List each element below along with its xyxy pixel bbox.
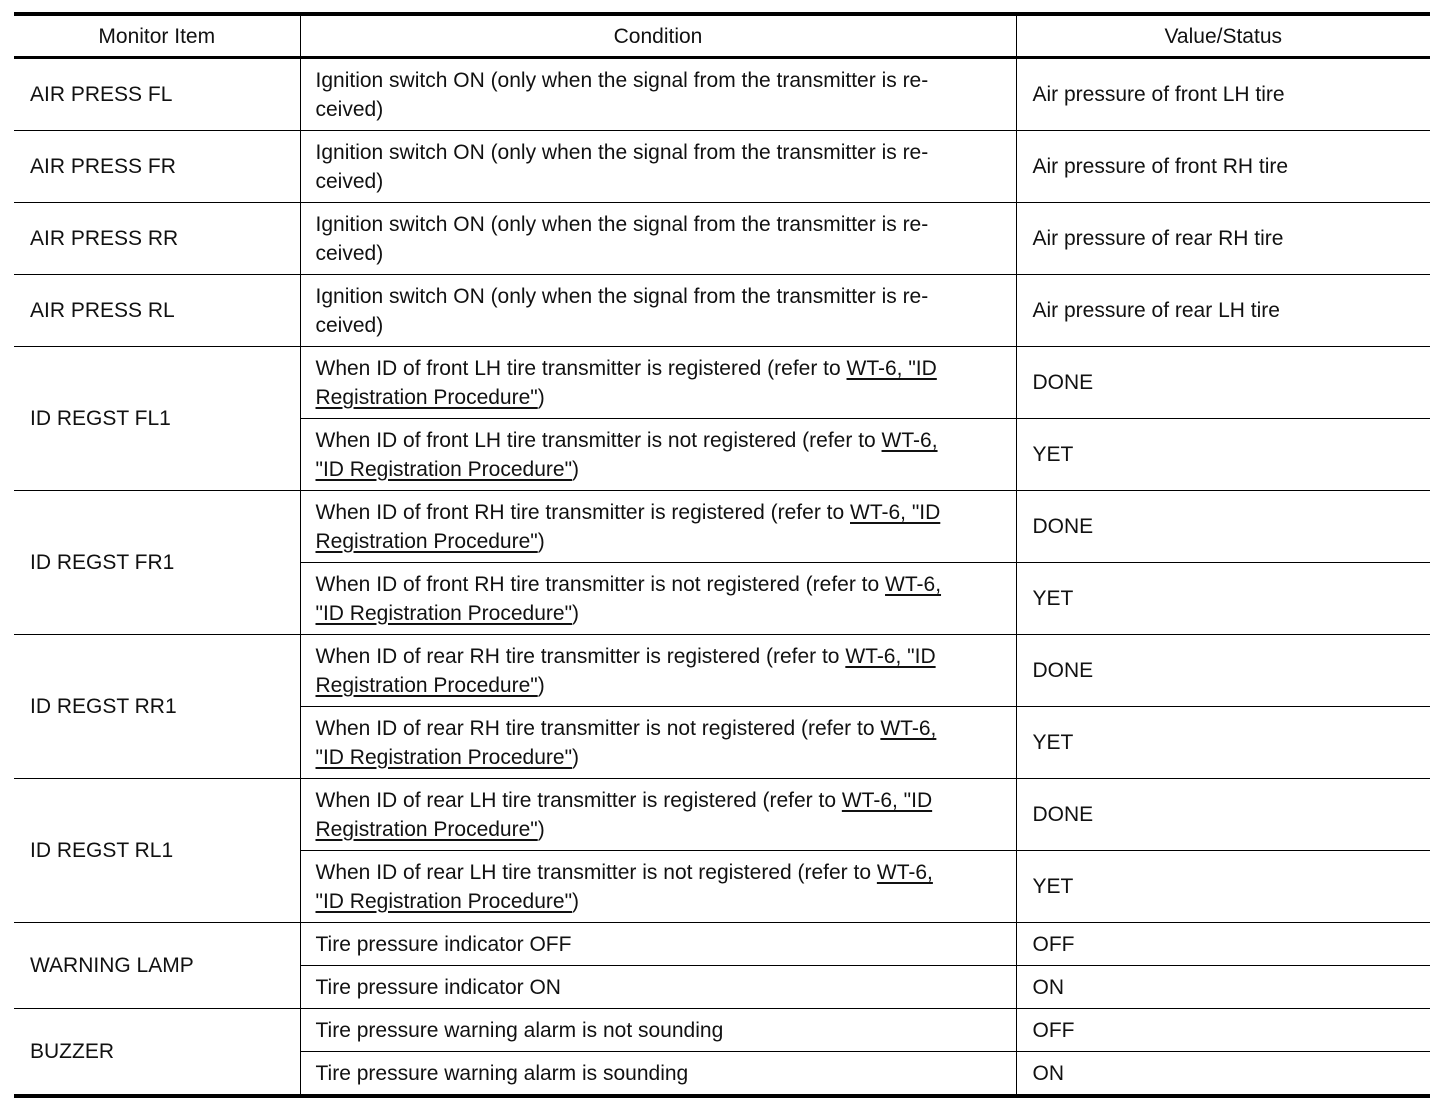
condition-text-line2: ceived) (315, 97, 384, 121)
condition-text: When ID of rear LH tire transmitter is not registered (refer to (315, 860, 877, 884)
table-row-id-regst-fl1-done (14, 347, 1430, 419)
value-status-cell: Air pressure of rear RH tire (1016, 203, 1430, 275)
reference-link[interactable]: WT-6, (885, 572, 942, 596)
condition-text: When ID of rear RH tire transmitter is not registered (refer to (315, 716, 881, 740)
reference-link[interactable]: "ID Registration Procedure" (315, 889, 573, 913)
table-row-warning-lamp-off (14, 923, 1430, 966)
value-status-cell: DONE (1016, 491, 1430, 563)
reference-link[interactable]: WT-6, (876, 860, 933, 884)
monitor-item-cell: ID REGST RL1 (14, 779, 300, 923)
table-row-id-regst-rl1-done (14, 779, 1430, 851)
value-status-cell: Air pressure of front RH tire (1016, 131, 1430, 203)
value-status-cell: YET (1016, 563, 1430, 635)
condition-cell (300, 563, 1016, 635)
condition-text-line2: ceived) (315, 169, 384, 193)
condition-text: ) (537, 673, 545, 697)
table-header-row (14, 14, 1430, 58)
condition-text-line1: Ignition switch ON (only when the signal from the transmitter is re- (315, 68, 929, 92)
value-status-cell: YET (1016, 419, 1430, 491)
condition-cell (300, 347, 1016, 419)
monitor-item-cell: ID REGST FR1 (14, 491, 300, 635)
monitor-item-cell: AIR PRESS FR (14, 131, 300, 203)
condition-text-line1: Ignition switch ON (only when the signal from the transmitter is re- (315, 140, 929, 164)
condition-cell (300, 707, 1016, 779)
value-status-cell: YET (1016, 707, 1430, 779)
monitor-item-table (14, 12, 1430, 1098)
table-row-buzzer-off (14, 1009, 1430, 1052)
value-status-cell: OFF (1016, 923, 1430, 966)
value-status-cell: YET (1016, 851, 1430, 923)
condition-text: ) (572, 889, 580, 913)
value-status-cell: DONE (1016, 635, 1430, 707)
table-row-id-regst-fr1-done (14, 491, 1430, 563)
condition-text: ) (572, 457, 580, 481)
reference-link[interactable]: WT-6, (881, 428, 938, 452)
value-status-cell: DONE (1016, 779, 1430, 851)
monitor-item-cell: AIR PRESS FL (14, 58, 300, 131)
condition-text: ) (572, 745, 580, 769)
value-status-cell: Air pressure of front LH tire (1016, 58, 1430, 131)
monitor-item-cell: AIR PRESS RR (14, 203, 300, 275)
table-row-air-press-fl (14, 58, 1430, 131)
condition-text: ) (537, 385, 545, 409)
reference-link[interactable]: Registration Procedure" (315, 673, 538, 697)
condition-cell (300, 275, 1016, 347)
condition-text: When ID of rear LH tire transmitter is registered (refer to (315, 788, 842, 812)
reference-link[interactable]: WT-6, "ID (846, 356, 937, 380)
monitor-item-cell: WARNING LAMP (14, 923, 300, 1009)
condition-cell (300, 58, 1016, 131)
table-row-air-press-rr (14, 203, 1430, 275)
condition-cell: Tire pressure warning alarm is sounding (300, 1052, 1016, 1097)
reference-link[interactable]: Registration Procedure" (315, 529, 538, 553)
condition-text-line2: ceived) (315, 241, 384, 265)
monitor-item-cell: BUZZER (14, 1009, 300, 1097)
reference-link[interactable]: "ID Registration Procedure" (315, 601, 573, 625)
condition-text-line2: ceived) (315, 313, 384, 337)
value-status-cell: DONE (1016, 347, 1430, 419)
condition-text: When ID of front RH tire transmitter is not registered (refer to (315, 572, 886, 596)
monitor-item-cell: ID REGST RR1 (14, 635, 300, 779)
condition-text: ) (537, 817, 545, 841)
header-value-status: Value/Status (1016, 14, 1430, 58)
condition-text-line1: Ignition switch ON (only when the signal from the transmitter is re- (315, 212, 929, 236)
table-row-id-regst-rr1-done (14, 635, 1430, 707)
monitor-item-cell: ID REGST FL1 (14, 347, 300, 491)
reference-link[interactable]: WT-6, (880, 716, 937, 740)
reference-link[interactable]: WT-6, "ID (841, 788, 933, 812)
monitor-item-cell: AIR PRESS RL (14, 275, 300, 347)
condition-text: When ID of front LH tire transmitter is registered (refer to (315, 356, 847, 380)
condition-text: When ID of rear RH tire transmitter is registered (refer to (315, 644, 846, 668)
condition-text: When ID of front LH tire transmitter is not registered (refer to (315, 428, 882, 452)
condition-text: ) (572, 601, 580, 625)
value-status-cell: ON (1016, 1052, 1430, 1097)
condition-cell (300, 779, 1016, 851)
table-row-air-press-rl (14, 275, 1430, 347)
condition-text-line1: Ignition switch ON (only when the signal from the transmitter is re- (315, 284, 929, 308)
condition-cell (300, 491, 1016, 563)
reference-link[interactable]: WT-6, "ID (845, 644, 936, 668)
reference-link[interactable]: "ID Registration Procedure" (315, 745, 573, 769)
condition-cell: Tire pressure warning alarm is not sounding (300, 1009, 1016, 1052)
condition-cell (300, 851, 1016, 923)
value-status-cell: ON (1016, 966, 1430, 1009)
header-monitor-item: Monitor Item (14, 14, 300, 58)
condition-cell (300, 131, 1016, 203)
reference-link[interactable]: "ID Registration Procedure" (315, 457, 573, 481)
condition-cell: Tire pressure indicator ON (300, 966, 1016, 1009)
reference-link[interactable]: WT-6, "ID (850, 500, 941, 524)
value-status-cell: OFF (1016, 1009, 1430, 1052)
reference-link[interactable]: Registration Procedure" (315, 385, 538, 409)
condition-text: ) (537, 529, 545, 553)
condition-cell: Tire pressure indicator OFF (300, 923, 1016, 966)
value-status-cell: Air pressure of rear LH tire (1016, 275, 1430, 347)
table-row-air-press-fr (14, 131, 1430, 203)
reference-link[interactable]: Registration Procedure" (315, 817, 538, 841)
condition-cell (300, 419, 1016, 491)
condition-text: When ID of front RH tire transmitter is registered (refer to (315, 500, 850, 524)
condition-cell (300, 635, 1016, 707)
condition-cell (300, 203, 1016, 275)
header-condition: Condition (300, 14, 1016, 58)
